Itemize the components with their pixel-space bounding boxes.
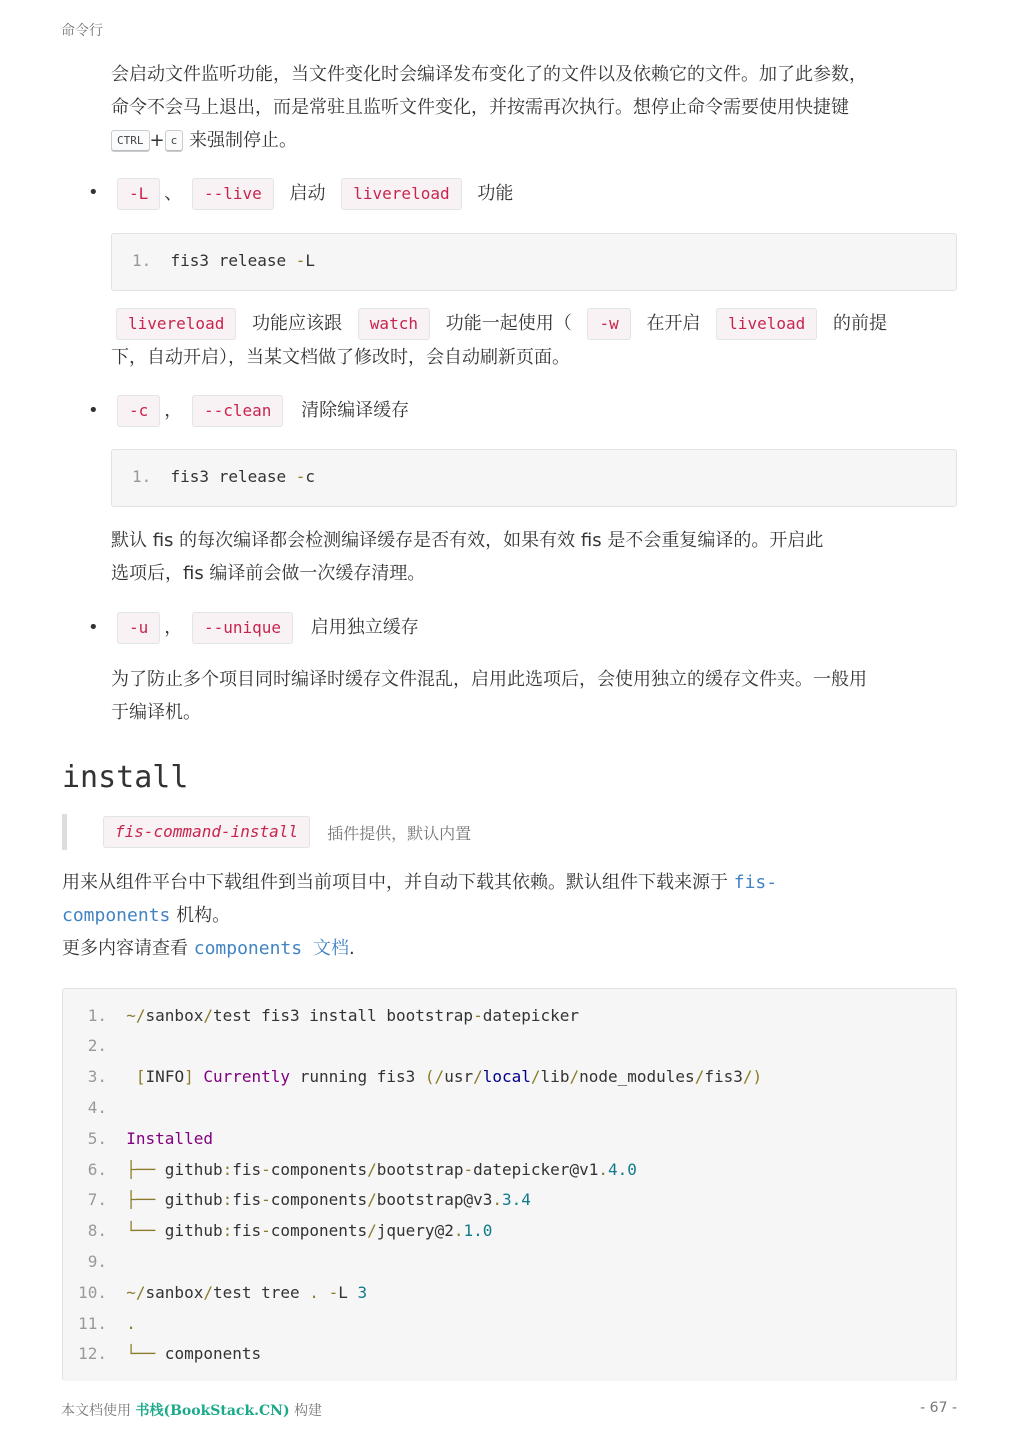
code-line-live: fis3 release -L (170, 251, 316, 270)
live-note-text4: 的前提 (832, 313, 887, 334)
code-line-number: 10. (78, 1283, 107, 1302)
kbd-plus: + (149, 130, 165, 151)
code-line-number: 9. (87, 1252, 107, 1271)
watch-desc-line2: 命令不会马上退出，而是常驻且监听文件变化，并按需再次执行。想停止命令需要使用快捷键 (111, 97, 849, 118)
footer-suffix: 构建 (294, 1403, 323, 1419)
install-desc-tail: 机构。 (176, 905, 231, 926)
watch-desc-line3-text: 来强制停止。 (188, 130, 297, 151)
install-code-line-3: [INFO] Currently running fis3 (/usr/local/lib/node_modules/fis3/) (135, 1067, 763, 1086)
page-number: - 67 - (920, 1400, 957, 1416)
footer-prefix: 本文档使用 (61, 1403, 131, 1419)
code-line-number: 5. (87, 1129, 107, 1148)
code-opt-c: -c (117, 395, 160, 427)
code-line-number: 3. (87, 1067, 107, 1086)
clean-desc-line1: 默认 fis 的每次编译都会检测编译缓存是否有效，如果有效 fis 是不会重复编译的。开启此 (111, 530, 824, 551)
code-block-clean (111, 449, 957, 507)
code-opt-L: -L (117, 178, 160, 210)
clean-desc-line2: 选项后，fis 编译前会做一次缓存清理。 (111, 563, 426, 584)
code-block-install (62, 988, 957, 1381)
code-line-number: 4. (87, 1098, 107, 1117)
sep-unique: ， (164, 617, 183, 638)
unique-desc-line1: 为了防止多个项目同时编译时缓存文件混乱，启用此选项后，会使用独立的缓存文件夹。一般用 (111, 669, 867, 690)
kbd-ctrl: CTRL (111, 130, 150, 152)
install-code-line-1: ~/sanbox/test fis3 install bootstrap-datepicker (126, 1006, 580, 1025)
install-description (62, 866, 777, 965)
blockquote-install (62, 814, 472, 850)
install-code-line-6: ├── github:fis-components/bootstrap-datepicker@v1.4.0 (126, 1160, 637, 1179)
install-more-prefix: 更多内容请查看 (62, 938, 188, 959)
install-code-line-11: . (126, 1314, 136, 1333)
clean-text: 清除编译缓存 (301, 400, 410, 421)
bullet-live: • (88, 182, 99, 203)
code-line-number: 1. (132, 251, 152, 270)
code-opt-clean: --clean (192, 395, 283, 427)
link-fis-components-part2[interactable]: components (62, 905, 171, 926)
live-note-line1 (111, 307, 887, 341)
install-desc-text: 用来从组件平台中下载组件到当前项目中，并自动下载其依赖。默认组件下载来源于 (62, 872, 728, 893)
sep-clean: ， (164, 400, 183, 421)
quote-text: 插件提供，默认内置 (327, 823, 472, 843)
watch-desc-line3 (111, 124, 867, 157)
link-components-docs[interactable]: components 文档 (193, 938, 349, 959)
link-fis-components-part1[interactable]: fis- (733, 872, 778, 893)
unique-text: 启用独立缓存 (310, 617, 419, 638)
bullet-clean: • (88, 400, 99, 421)
install-code-line-12: └── components (126, 1344, 262, 1363)
code-line-number: 7. (87, 1190, 107, 1209)
unique-desc-line2: 于编译机。 (111, 702, 201, 723)
option-clean (113, 393, 409, 429)
code-block-live (111, 233, 957, 291)
bullet-unique: • (88, 617, 99, 638)
install-code-line-5: Installed (126, 1129, 213, 1148)
code-livereload-note: livereload (116, 308, 236, 340)
live-text1: 启动 (289, 183, 326, 204)
code-line-number: 1. (132, 467, 152, 486)
code-opt-unique: --unique (192, 612, 293, 644)
watch-desc-line1: 会启动文件监听功能，当文件变化时会编译发布变化了的文件以及依赖它的文件。加了此参数， (111, 64, 867, 85)
sep-live: 、 (164, 183, 183, 204)
footer-brand-link[interactable]: 书栈(BookStack.CN) (135, 1403, 290, 1419)
install-desc-line1 (62, 866, 777, 899)
code-line-number: 8. (87, 1221, 107, 1240)
install-more-suffix: . (348, 938, 355, 959)
code-watch: watch (358, 308, 430, 340)
option-unique (113, 610, 419, 646)
code-line-number: 11. (78, 1314, 107, 1333)
watch-description (111, 58, 867, 157)
live-note-text1: 功能应该跟 (252, 313, 343, 334)
option-live (113, 176, 513, 212)
code-line-number: 1. (87, 1006, 107, 1025)
install-code-line-7: ├── github:fis-components/bootstrap@v3.3.4 (126, 1190, 531, 1209)
kbd-c: c (165, 130, 184, 152)
code-line-number: 6. (87, 1160, 107, 1179)
clean-description (111, 524, 823, 590)
code-line-number: 12. (78, 1344, 107, 1363)
install-code-line-8: └── github:fis-components/jquery@2.1.0 (126, 1221, 493, 1240)
install-more (62, 932, 777, 965)
code-opt-live: --live (192, 178, 274, 210)
code-line-number: 2. (87, 1036, 107, 1055)
code-opt-u: -u (117, 612, 160, 644)
code-livereload: livereload (341, 178, 461, 210)
live-note-line2: 下，自动开启），当某文档做了修改时，会自动刷新页面。 (111, 347, 570, 368)
footer-credit (61, 1400, 322, 1420)
live-note (111, 307, 887, 375)
install-code-line-10: ~/sanbox/test tree . -L 3 (126, 1283, 368, 1302)
live-note-text2: 功能一起使用（ (445, 313, 572, 334)
code-w: -w (587, 308, 630, 340)
code-fis-command-install: fis-command-install (103, 816, 310, 848)
page-header-section: 命令行 (61, 23, 103, 39)
live-text2: 功能 (477, 183, 514, 204)
live-note-text3: 在开启 (646, 313, 701, 334)
install-desc-line2 (62, 899, 777, 932)
code-line-clean: fis3 release -c (170, 467, 316, 486)
code-liveload: liveload (716, 308, 817, 340)
unique-description (111, 663, 867, 729)
heading-install: install (62, 760, 189, 795)
